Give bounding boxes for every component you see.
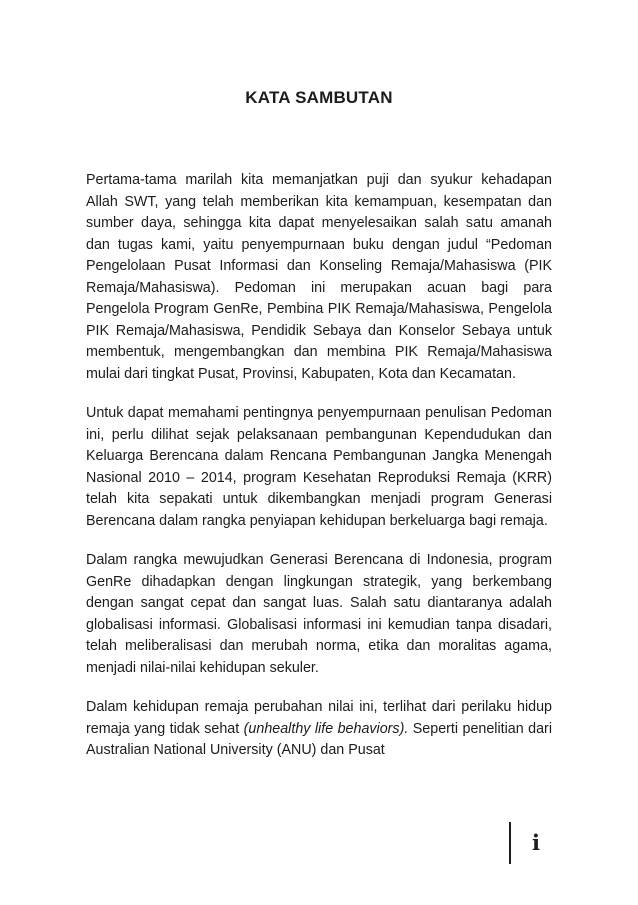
paragraph-1: Pertama-tama marilah kita memanjatkan puji dan syukur kehadapan Allah SWT, yang telah memberikan kita kemampuan, kesempatan dan sumber daya, sehingga kita dapat menyelesaikan salah satu amanah dan tugas kami, yaitu penyempurnaan buku dengan judul “Pedoman Pengelolaan Pusat Informasi dan Konseling Remaja/Mahasiswa (PIK Remaja/Mahasiswa). Pedoman ini merupakan acuan bagi para Pengelola Program GenRe, Pembina PIK Remaja/Mahasiswa, Pengelola PIK Remaja/Mahasiswa, Pendidik Sebaya dan Konselor Sebaya untuk membentuk, mengembangkan dan membina PIK Remaja/Mahasiswa mulai dari tingkat Pusat, Provinsi, Kabupaten, Kota dan Kecamatan. <box>86 172 552 382</box>
page-number: i <box>532 830 540 855</box>
paragraph-4-text-after: Seperti penelitian dari Australian National University (ANU) dan Pusat <box>86 720 552 758</box>
body-text <box>86 170 552 780</box>
paragraph-2: Untuk dapat memahami pentingnya penyempurnaan penulisan Pedoman ini, perlu dilihat sejak pelaksanaan pembangunan Kependudukan dan Keluarga Berencana dalam Rencana Pembangunan Jangka Menengah Nasional 2010 – 2014, program Kesehatan Reproduksi Remaja (KRR) telah kita sepakati untuk dikembangkan menjadi program Generasi Berencana dalam rangka penyiapan kehidupan berkeluarga bagi remaja. <box>86 405 552 529</box>
paragraph-4 <box>86 697 552 762</box>
page-number-divider <box>509 822 511 864</box>
paragraph-4-text-before: Dalam kehidupan remaja perubahan nilai ini, terlihat dari perilaku hidup remaja yang tidak sehat <box>86 699 552 737</box>
paragraph-4-italic-term: (unhealthy life behaviors). <box>243 720 409 737</box>
page-title: KATA SAMBUTAN <box>245 88 393 107</box>
paragraph-3: Dalam rangka mewujudkan Generasi Berencana di Indonesia, program GenRe dihadapkan dengan lingkungan strategik, yang berkembang dengan sangat cepat dan sangat luas. Salah satu diantaranya adalah globalisasi informasi. Globalisasi informasi ini kemudian tanpa disadari, telah meliberalisasi dan merubah norma, etika dan moralitas agama, menjadi nilai-nilai kehidupan sekuler. <box>86 552 552 676</box>
